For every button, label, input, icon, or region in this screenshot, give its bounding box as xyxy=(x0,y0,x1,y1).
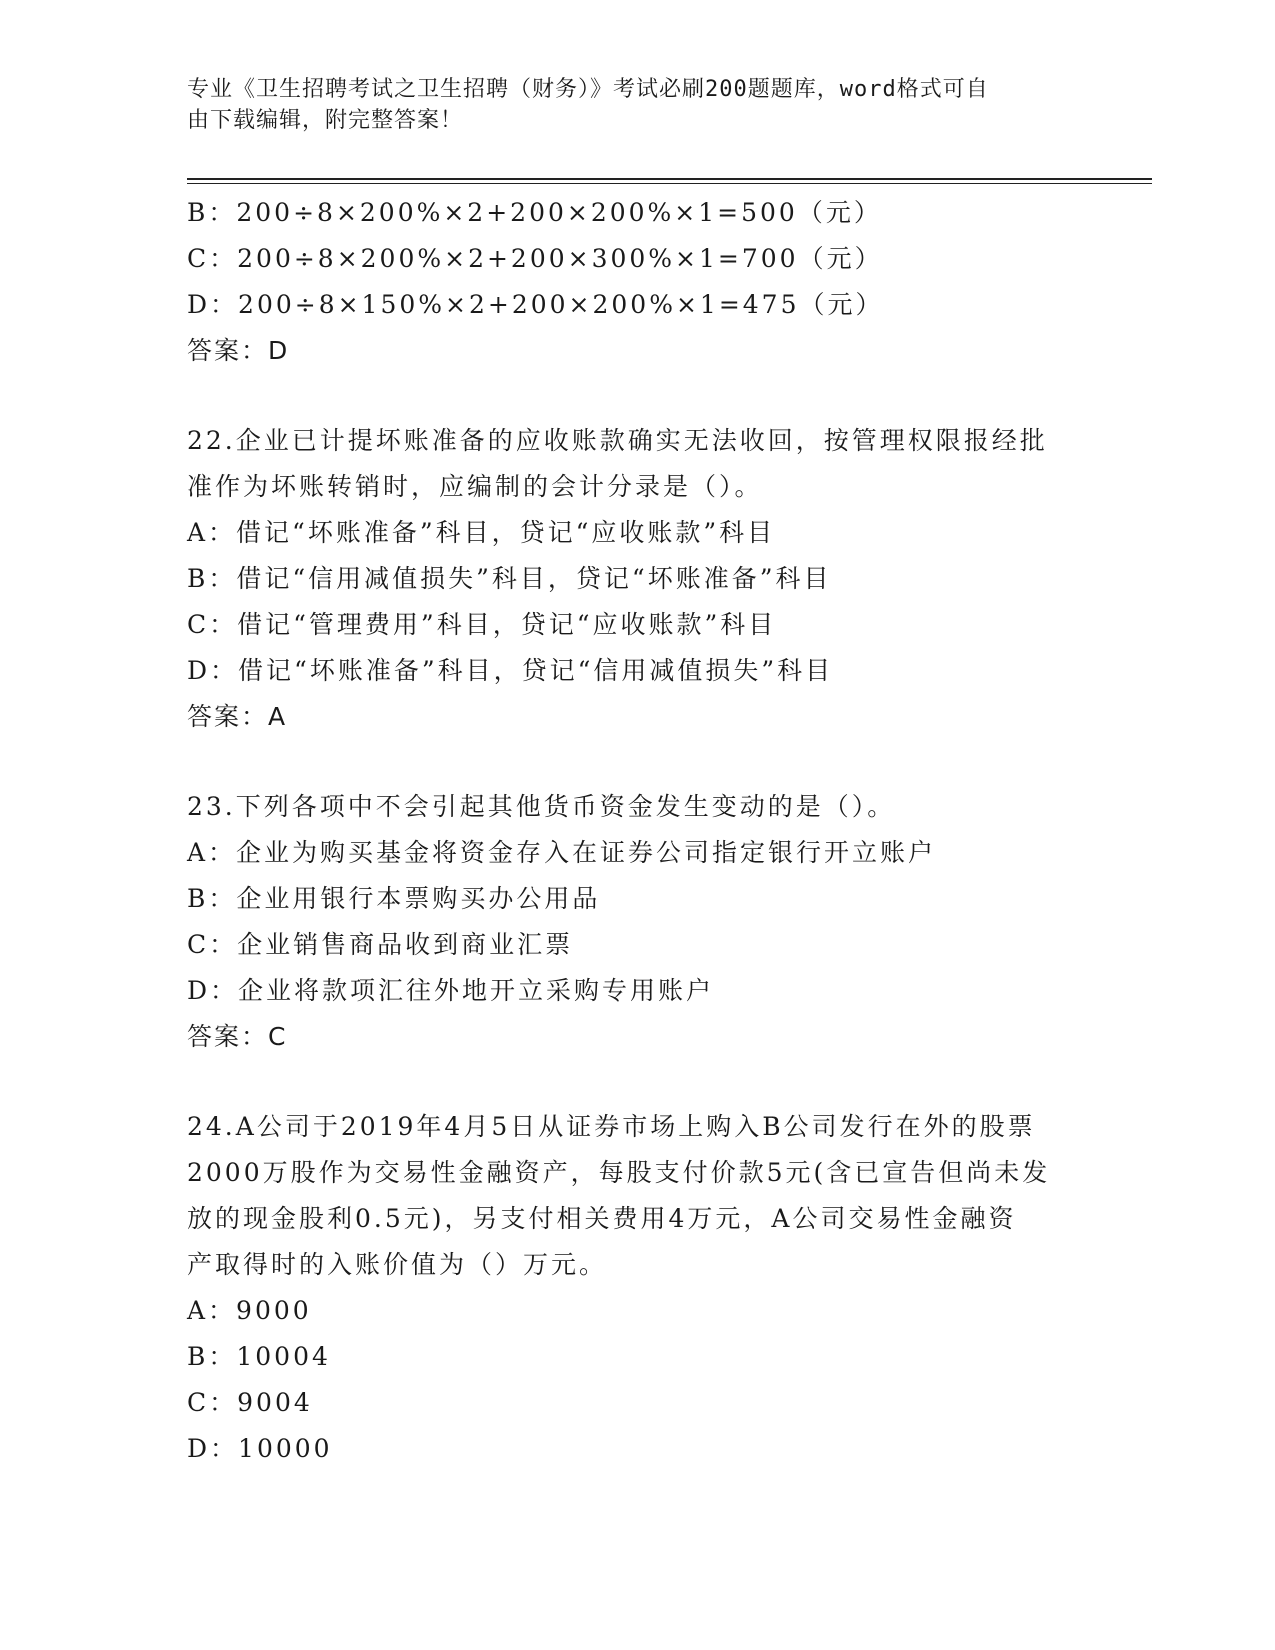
header-line-2: 由下载编辑，附完整答案！ xyxy=(187,108,464,133)
answer: 答案：C xyxy=(187,1022,288,1051)
option-b: B：借记“信用减值损失”科目，贷记“坏账准备”科目 xyxy=(187,564,832,593)
header-rule-thick xyxy=(187,178,1152,180)
option-a: A：9000 xyxy=(187,1296,312,1325)
header-line-1: 专业《卫生招聘考试之卫生招聘（财务）》考试必刷200题题库，word格式可自 xyxy=(187,77,989,102)
option-a: A：借记“坏账准备”科目，贷记“应收账款”科目 xyxy=(187,518,776,547)
option-b: B：企业用银行本票购买办公用品 xyxy=(187,884,601,913)
option-d: D：企业将款项汇往外地开立采购专用账户 xyxy=(187,976,715,1005)
question-stem-line: 2000万股作为交易性金融资产，每股支付价款5元(含已宣告但尚未发 xyxy=(187,1158,1051,1187)
answer: 答案：A xyxy=(187,702,288,731)
question-stem-line: 产取得时的入账价值为（）万元。 xyxy=(187,1250,608,1279)
header-rule-thin xyxy=(187,183,1152,184)
option-c: C：借记“管理费用”科目，贷记“应收账款”科目 xyxy=(187,610,777,639)
option-c: C：企业销售商品收到商业汇票 xyxy=(187,930,574,959)
option-d: D：200÷8×150%×2+200×200%×1=475（元） xyxy=(187,290,884,319)
option-c: C：200÷8×200%×2+200×300%×1=700（元） xyxy=(187,244,883,273)
question-stem-line: 23.下列各项中不会引起其他货币资金发生变动的是（）。 xyxy=(187,792,896,821)
question-stem-line: 准作为坏账转销时，应编制的会计分录是（）。 xyxy=(187,472,763,501)
option-b: B：200÷8×200%×2+200×200%×1=500（元） xyxy=(187,198,882,227)
question-22 xyxy=(187,418,1147,740)
question-stem-line: 放的现金股利0.5元)，另支付相关费用4万元，A公司交易性金融资 xyxy=(187,1204,1017,1233)
page-header xyxy=(187,74,1067,136)
question-23 xyxy=(187,784,1147,1060)
question-24 xyxy=(187,1104,1147,1472)
option-b: B：10004 xyxy=(187,1342,331,1371)
option-d: D：10000 xyxy=(187,1434,333,1463)
question-21-tail xyxy=(187,190,1147,374)
option-c: C：9004 xyxy=(187,1388,313,1417)
answer: 答案：D xyxy=(187,336,290,365)
question-stem-line: 24.A公司于2019年4月5日从证券市场上购入B公司发行在外的股票 xyxy=(187,1112,1036,1141)
document-body xyxy=(187,190,1147,1472)
option-d: D：借记“坏账准备”科目，贷记“信用减值损失”科目 xyxy=(187,656,834,685)
option-a: A：企业为购买基金将资金存入在证券公司指定银行开立账户 xyxy=(187,838,937,867)
question-stem-line: 22.企业已计提坏账准备的应收账款确实无法收回，按管理权限报经批 xyxy=(187,426,1048,455)
